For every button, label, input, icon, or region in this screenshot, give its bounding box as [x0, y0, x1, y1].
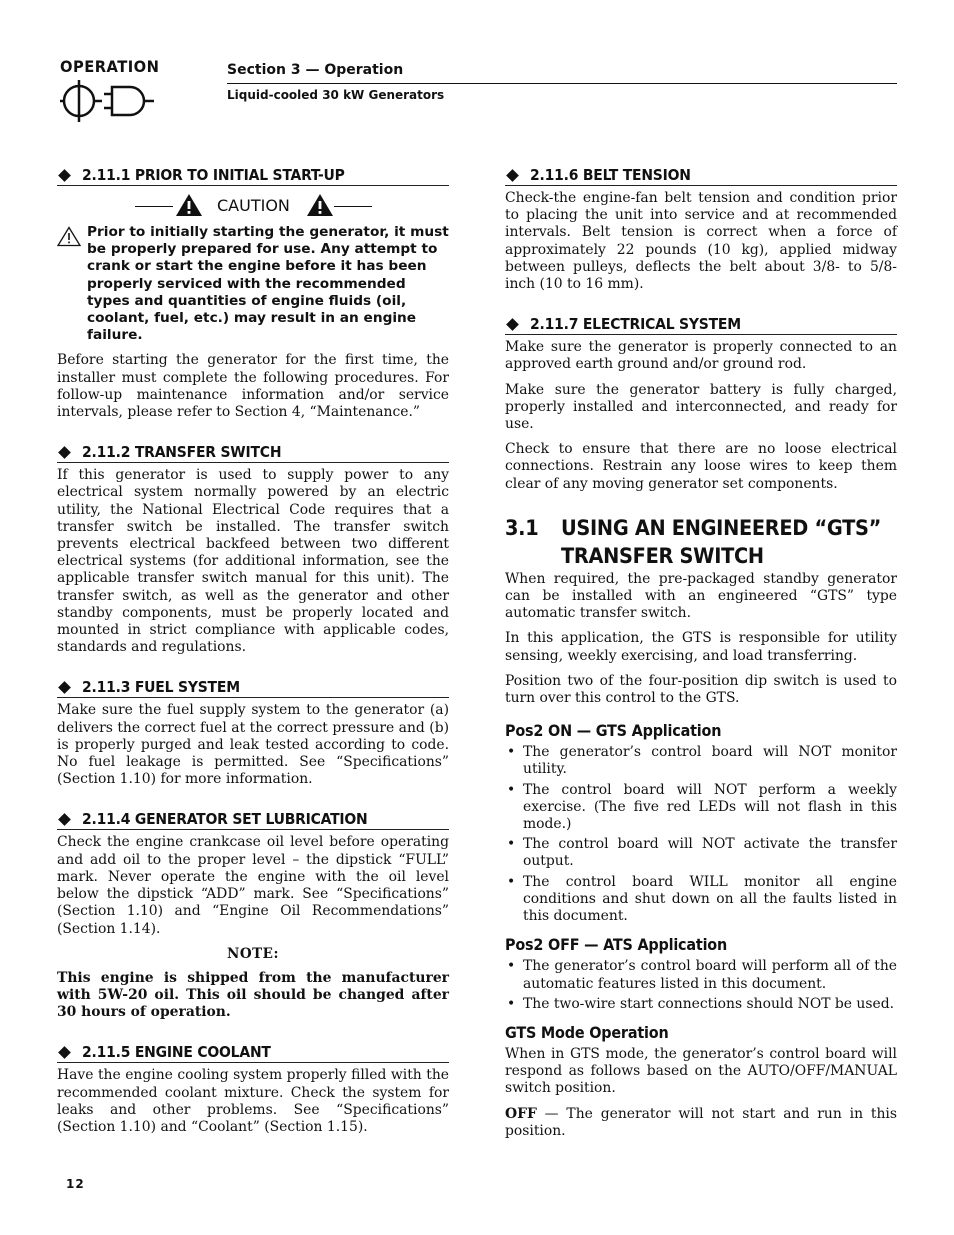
paragraph-off: OFF — The generator will not start and run in this position.: [505, 1105, 897, 1139]
warning-outline-icon: [57, 226, 81, 247]
paragraph: Check-the engine-fan belt tension and condition prior to placing the unit into service and at recommended intervals. Belt tension is correct when a force of approximately 22 pounds (10 kg), applied midway between pulleys, deflects the belt about 3/8- to 5/8-inch (10 to 16 mm).: [505, 190, 897, 293]
heading-gts-mode: GTS Mode Operation: [505, 1022, 669, 1042]
heading-2-11-5: 2.11.5 ENGINE COOLANT: [57, 1043, 449, 1063]
pos2-on-list: [505, 744, 897, 925]
paragraph: Make sure the fuel supply system to the generator (a) delivers the correct fuel at the correct pressure and (b) is properly purged and leak tested according to code. No fuel leakage is permitted. See “Specifications” (Section 1.10) for more information.: [57, 702, 449, 788]
diamond-bullet-icon: [58, 681, 71, 694]
paragraph: When in GTS mode, the generator’s control board will respond as follows based on the AUTO/OFF/MANUAL switch position.: [505, 1045, 897, 1097]
diamond-bullet-icon: [506, 169, 519, 182]
logo-word: OPERATION: [60, 57, 160, 76]
list-item: • The generator’s control board will NOT monitor utility.: [505, 744, 897, 778]
heading-2-11-3: 2.11.3 FUEL SYSTEM: [57, 678, 449, 698]
warning-triangle-icon: [306, 193, 334, 217]
paragraph: Before starting the generator for the first time, the installer must complete the following procedures. For follow-up maintenance information and/or service intervals, please refer to Section 4, “Maintenance.”: [57, 352, 449, 421]
paragraph: Make sure the generator battery is fully charged, properly installed and interconnected, and ready for use.: [505, 381, 897, 433]
caution-banner: [57, 192, 449, 222]
off-label: OFF: [505, 1105, 537, 1122]
note-text: This engine is shipped from the manufacturer with 5W-20 oil. This oil should be changed after 30 hours of operation.: [57, 969, 449, 1021]
section-title: Section 3 — Operation: [227, 62, 404, 78]
paragraph: Make sure the generator is properly connected to an approved earth ground and/or ground rod.: [505, 339, 897, 373]
heading-2-11-4: 2.11.4 GENERATOR SET LUBRICATION: [57, 810, 449, 830]
diamond-bullet-icon: [506, 318, 519, 331]
page-header: [227, 62, 897, 102]
plug-icon: [60, 78, 156, 124]
operation-logo: [60, 57, 160, 124]
warning-triangle-icon: [175, 193, 203, 217]
paragraph: When required, the pre-packaged standby generator can be installed with an engineered “GTS” type automatic transfer switch.: [505, 570, 897, 622]
pos2-off-list: [505, 958, 897, 1013]
paragraph: Position two of the four-position dip switch is used to turn over this control to the GTS.: [505, 672, 897, 707]
heading-2-11-2: 2.11.2 TRANSFER SWITCH: [57, 443, 449, 463]
heading-2-11-6: 2.11.6 BELT TENSION: [505, 166, 897, 186]
note-heading: NOTE:: [227, 945, 279, 962]
warning-text: Prior to initially starting the generator, it must be properly prepared for use. Any attempt to crank or start the engine before it has been properly serviced with the recommended types and quantities of engine fluids (oil, coolant, fuel, etc.) may result in an engine failure.: [87, 224, 449, 344]
paragraph: Have the engine cooling system properly filled with the recommended coolant mixture. Check the system for leaks and other problems. See “Specifications” (Section 1.10) and “Coolant” (Section 1.15).: [57, 1067, 449, 1135]
caution-label: CAUTION: [217, 196, 290, 215]
heading-2-11-7: 2.11.7 ELECTRICAL SYSTEM: [505, 315, 897, 335]
paragraph: Check to ensure that there are no loose electrical connections. Restrain any loose wires to keep them clear of any moving generator set components.: [505, 441, 897, 492]
paragraph: If this generator is used to supply power to any electrical system normally powered by an electric utility, the National Electrical Code requires that a transfer switch be installed. The transfer switch prevents electrical backfeed between two different electrical systems (for additional information, see the applicable transfer switch manual for this unit). The transfer switch, as well as the generator and other standby components, must be properly located and mounted in strict compliance with applicable codes, standards and regulations.: [57, 467, 449, 656]
diamond-bullet-icon: [58, 813, 71, 826]
diamond-bullet-icon: [58, 1046, 71, 1059]
heading-3-1: 3.1 USING AN ENGINEERED “GTS” TRANSFER SWITCH: [505, 515, 882, 569]
diamond-bullet-icon: [58, 446, 71, 459]
header-subtitle: Liquid-cooled 30 kW Generators: [227, 88, 445, 102]
list-item: • The two-wire start connections should NOT be used.: [505, 996, 897, 1013]
list-item: • The control board will NOT activate the transfer output.: [505, 836, 897, 870]
header-rule: [227, 83, 897, 84]
left-column: [57, 166, 449, 1144]
page-number: 12: [66, 1177, 85, 1191]
heading-pos2-on: Pos2 ON — GTS Application: [505, 721, 722, 741]
heading-pos2-off: Pos2 OFF — ATS Application: [505, 935, 728, 955]
paragraph: In this application, the GTS is responsible for utility sensing, weekly exercising, and load transferring.: [505, 630, 897, 664]
heading-2-11-1: 2.11.1 PRIOR TO INITIAL START-UP: [57, 166, 449, 186]
list-item: • The generator’s control board will perform all of the automatic features listed in this document.: [505, 958, 897, 992]
right-column: [505, 166, 897, 1148]
paragraph: Check the engine crankcase oil level before operating and add oil to the proper level – the dipstick “FULL” mark. Never operate the engine with the oil level below the dipstick “ADD” mark. See “Specifications” (Section 1.10) and “Engine Oil Recommendations” (Section 1.14).: [57, 834, 449, 937]
diamond-bullet-icon: [58, 169, 71, 182]
warning-note: [57, 224, 449, 344]
list-item: • The control board WILL monitor all engine conditions and shut down on all the faults listed in this document.: [505, 874, 897, 926]
list-item: • The control board will NOT perform a weekly exercise. (The five red LEDs will not flash in this mode.): [505, 782, 897, 834]
